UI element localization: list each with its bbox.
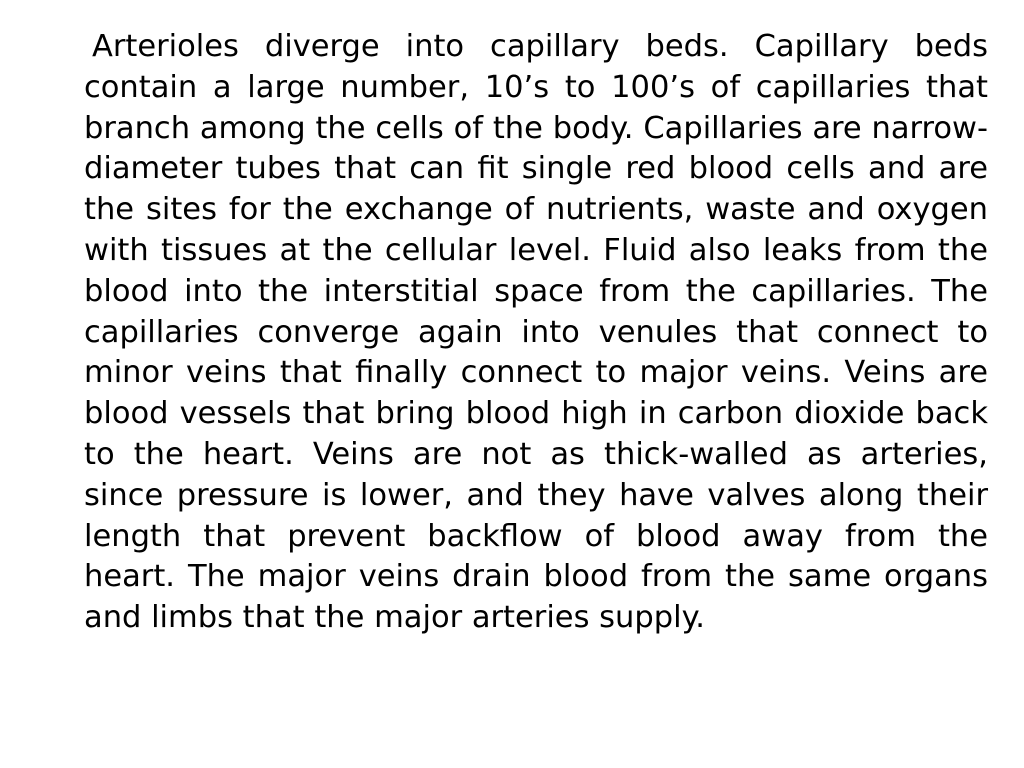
body-paragraph: Arterioles diverge into capillary beds. Capillary beds contain a large number, 10’s to 100’s of capillaries that branch among the cells of the body. Capillaries are narrow-diameter tubes that can fit single red blood cells and are the sites for the exchange of nutrients, waste and oxygen with tissues at the cellular level. Fluid also leaks from the blood into the interstitial space from the capillaries. The capillaries converge again into venules that connect to minor veins that finally connect to major veins. Veins are blood vessels that bring blood high in carbon dioxide back to the heart. Veins are not as thick-walled as arteries, since pressure is lower, and they have valves along their length that prevent backflow of blood away from the heart. The major veins drain blood from the same organs and limbs that the major arteries supply. <box>84 29 988 636</box>
